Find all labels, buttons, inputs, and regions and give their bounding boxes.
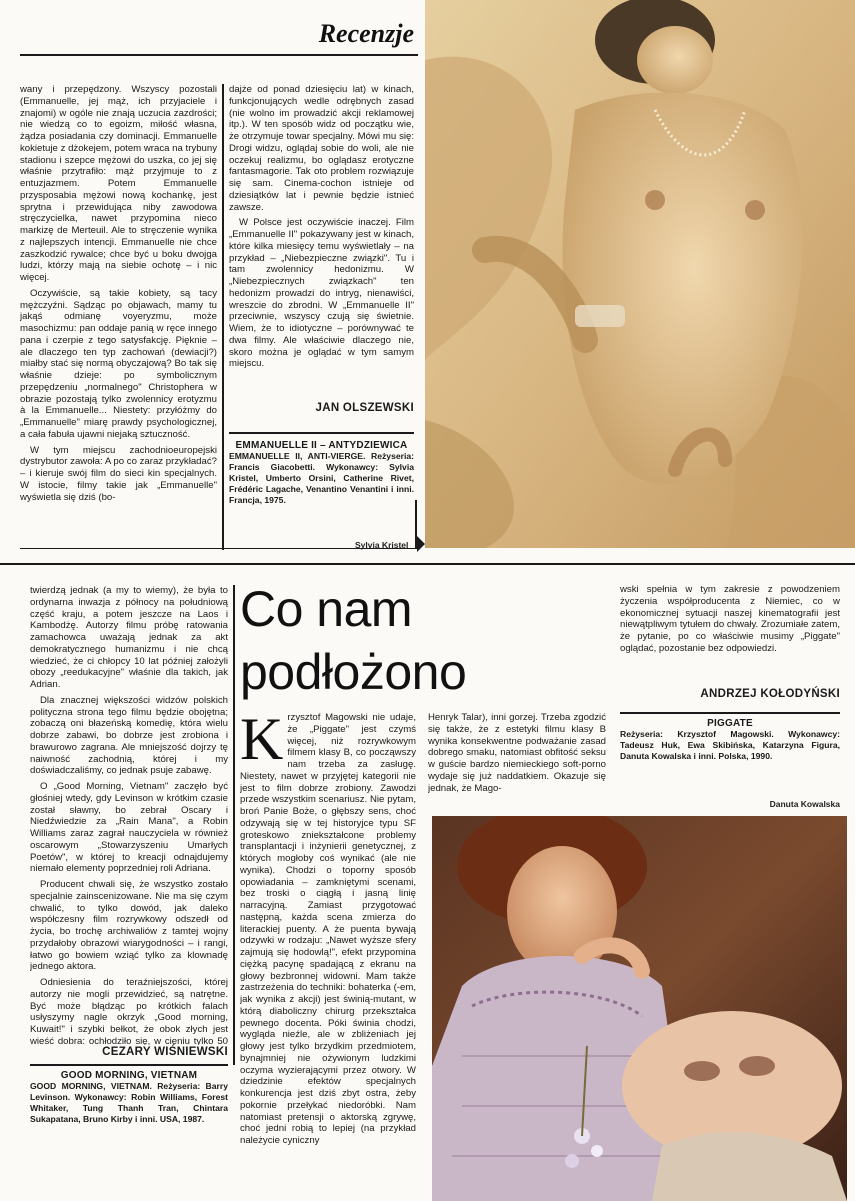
photo-danuta-kowalska-art — [432, 816, 847, 1201]
main-review-dropcap: K — [240, 712, 284, 772]
main-review-body-cont: Henryk Talar), inni gorzej. Trzeba zgodzić się także, że z estetyki filmu klasy B wynika konsekwentne podważanie zasad dobrego smaku, natomiast obfitość seksu w guście bardzo niemieckiego soft-porno wydaje się już naddatkiem. Okazuje się jednak, że Mago- — [428, 712, 606, 794]
top-review-paragraph: W tym miejscu zachodnioeuropejski dystrybutor zawoła: A po co zaraz przykładać? – i kieruje swój film do sieci kin specjalnych. W istocie, filmy takie jak „Emmanuelle" wyświetla się dziś (bo- — [20, 444, 217, 503]
top-review-paragraph: wany i przepędzony. Wszyscy pozostali (Emmanuelle, jej mąż, ich przyjaciele i znajomi) w ogóle nie znają uczucia zazdrości; nie wiedzą co to egoizm, miłość własna, żądza posiadania czy dominacji. Emmanuelle kokietuje z dżokejem, potem wraca na trybuny stadionu i szepce mężowi do uszka, co jej się właśnie przytrafiło: mąż przyjmuje to z entuzjazmem. Potem Emmanuelle przysposabia mężowi nową kochankę, jest sprytna i przewidująca niby zawodowa stręczycielka, nawet przypomina nieco markizę de Merteuil. Ale to stręczenie wynika z najlepszych intencji. Emmanuelle nie chce zaszkodzić rywalce; chce być u boku dwojga ludzi, którzy mają na siebie ochotę – i nic więcej. — [20, 84, 217, 283]
photo-caption-danuta: Danuta Kowalska — [769, 799, 840, 809]
left-review-paragraph: twierdzą jednak (a my to wiemy), że była to ordynarna inwazja z północy na południową część kraju, a potem jeszcze na Laos i Kambodżę. Autorzy filmu próbę ratowania zamachowca uważają jednak za akt demokratycznego humanizmu i nie chcą wiedzieć, że ci chłopcy 10 lat później założyli obozy „reedukacyjne" właśnie dla takich, jak Adrian. — [30, 585, 228, 690]
top-review-author: JAN OLSZEWSKI — [315, 402, 414, 414]
main-review-credits — [620, 718, 840, 762]
main-review-title — [240, 578, 470, 704]
left-credits-rule — [30, 1064, 228, 1066]
left-review-author: CEZARY WIŚNIEWSKI — [102, 1046, 228, 1058]
main-title-line-1: Co nam — [240, 581, 413, 637]
left-credits-title: GOOD MORNING, VIETNAM — [60, 1070, 198, 1081]
top-review-paragraph: W Polsce jest oczywiście inaczej. Film „Emmanuelle II" pokazywany jest w kinach, które kilka miesięcy temu wyświetlały – na przykład – „Niebezpieczne związki". Tu i tam zwolennicy hedonizmu. W „Niebezpiecznych związkach" ten hedonizm prowadzi do intryg, nienawiści, wreszcie do zbrodni. W „Emmanuelle II" przeciwnie, wszyscy czują się świetnie. Wiem, że to idiotyczne – porównywać te dwa filmy. Ale właściwie dlaczego nie, skoro można je oglądać w tym samym miejscu. — [229, 217, 414, 370]
left-review-paragraph: Producent chwali się, że wszystko zostało specjalnie zainscenizowane. Nie ma się czym chwalić, to tylko dowód, jak daleko współczesny film rozrywkowy odszedł od życia, bo trochę archiwaliów z tamtej wojny przydałoby obrazowi wiarygodności – i rangi, łatwo go bowiem wziąć tylko za klownadę jednego aktora. — [30, 879, 228, 973]
photo-sylvia-kristel-art — [425, 0, 855, 548]
main-review-column-3 — [620, 584, 840, 684]
top-review-credits — [229, 440, 414, 506]
left-column-rule — [233, 585, 235, 1065]
caption-marker — [417, 536, 425, 552]
photo-caption-sylvia: Sylvia Kristel — [355, 540, 409, 550]
section-header: Recenzje — [318, 19, 414, 48]
main-title-line-2: podłożono — [240, 644, 467, 700]
main-review-author: ANDRZEJ KOŁODYŃSKI — [700, 688, 840, 700]
left-review-paragraph: O „Good Morning, Vietnam" zaczęło być głośniej wtedy, gdy Levinson w krótkim czasie został sławny, bo zebrał Oscary i Niedźwiedzie za „Rain Mana", a Robin Williams zaraz zagrał nauczyciela w również oscarowym „Stowarzyszeniu Umarłych Poetów", w której to kreacji odnajdujemy niemało elementy poprzedniej roli Adriana. — [30, 781, 228, 875]
left-review-paragraph: Odniesienia do teraźniejszości, której autorzy nie mogli przewidzieć, są natrętne. Być może błądząc po krótkich falach usłyszymy nagle okrzyk „Good morning, Kuwait!" i szybki bełkot, że obok złych jest wieść dobra: ochłodziło się, w cieniu tylko 50 — [30, 977, 228, 1045]
top-column-rule-1 — [222, 84, 224, 550]
main-review-body-end: wski spełnia w tym zakresie z powodzeniem życzenia współproducenta z Niemiec, co w ekonomicznej sytuacji naszej kinematografii jest niewątpliwym tytułem do chwały. Zrozumiałe zatem, że pytanie, po co właściwie musimy „Piggate" oglądać, pozostanie bez odpowiedzi. — [620, 584, 840, 654]
top-review-column-2 — [229, 84, 414, 376]
top-column-rule-2 — [415, 500, 417, 548]
left-review-column — [30, 585, 228, 1045]
header-rule — [20, 54, 418, 56]
top-review-paragraph: Oczywiście, są takie kobiety, są tacy mężczyźni. Sądząc po objawach, mamy tu jakąś odmianę voyeryzmu, może masochizmu: pan oddaje panią w ręce innego pana i czerpie z tego satysfakcję. Pięknie – ale dlaczego ten typ zachowań (dewiacji?) miałby stać się normą obyczajową? Bo tak się właśnie dzieje: po symbolicznym przepędzeniu „normalnego" Christophera w obrazie pozostają tylko zwolennicy erotyzmu à la Emmanuelle... Niestety: przyłóżmy do „Emmanuelle" miarę prawdy psychologicznej, a cała fabuła ujawni niejaką sztuczność. — [20, 287, 217, 440]
top-credits-rule — [229, 432, 414, 434]
main-credits-title: PIGGATE — [707, 718, 753, 729]
top-review-column-1 — [20, 84, 217, 554]
photo-sylvia-kristel — [425, 0, 855, 548]
main-review-column-1 — [240, 712, 416, 1201]
top-credits-title: EMMANUELLE II – ANTYDZIEWICA — [235, 440, 408, 451]
main-review-column-2 — [428, 712, 606, 812]
section-divider — [0, 563, 855, 565]
photo-danuta-kowalska — [432, 816, 847, 1201]
main-review-body: rzysztof Magowski nie udaje, że „Piggate" jest czymś więcej, niż rozrywkowym filmem klasy B, co począwszy nam trzeba za zasługę. Niestety, nawet w przyjętej kategorii nie jest to film dobrze zrobiony. Zawodzi przede wszystkim scenariusz. Nie pytam, broń Panie Boże, o głębszy sens, choć odzywają się w tej historyjce typu SF groteskowo zniekształcone problemy transplantacji i inżynierii genetycznej, z których mogłoby coś wynikać (ale nie wynika). Chodzi o toporny sposób opowiadania – zamkniętymi scenami, bez troski o ciągłą i jasną linię narracyjną. Zamiast przygotować następną, każda scena zmierza do literackiej puenty. A że puenta bywają odzywki w rodzaju: „Nawet wyższe sfery zajmują się hodowlą!", efekt przypomina ciężką pacynę spadającą z ekranu na głowy bezbronnej widowni. Mam także zastrzeżenia do techniki: bohaterka (-em, jak wynika z akcji) jest świnią-mutant, w którą diaboliczny chirurg przekształca pewnego docenta. Póki świnia chodzi, wygląda nieźle, ale w zbliżeniach jej głowy jest tylko brzydkim przedmiotem, bynajmniej nie ożywionym ludzkimi oczyma wyzierającymi przez otwory. W dziedzinie efektów specjalnych konkurencja jest dziś zbyt ostra, żeby pokornie przełykać niedoróbki. Nam natomiast pretensji o aktorską zgrywę, choć jedni robią to lepiej (na przykład należycie cyniczny — [240, 712, 416, 1146]
top-credits-body: EMMANUELLE II, ANTI-VIERGE. Reżyseria: Francis Giacobetti. Wykonawcy: Sylvia Kristel, Umberto Orsini, Catherine Rivet, Frédéric Lagache, Venantino Venantini i inni. Francja, 1975. — [229, 451, 414, 505]
left-review-paragraph: Dla znacznej większości widzów polskich polityczna strona tego filmu będzie obojętna; zobaczą oni błazeńską komedię, która wielu dobrze zabawi, bo dobrze jest zrobiona i brawurowo zagrana. Ale mniejszość dojrzy tę naiwność zachodnią, której i my doświadczaliśmy, co jednak psuje zabawę. — [30, 694, 228, 777]
main-credits-body: Reżyseria: Krzysztof Magowski. Wykonawcy: Tadeusz Huk, Ewa Skibińska, Katarzyna Figura, Danuta Kowalska i inni. Polska, 1990. — [620, 729, 840, 761]
left-review-credits — [30, 1070, 228, 1125]
main-credits-rule — [620, 712, 840, 714]
top-review-paragraph: dajże od ponad dziesięciu lat) w kinach, funkcjonujących wedle odrębnych zasad (nie wolno im prowadzić akcji reklamowej itp.). W ten sposób widz od początku wie, że otrzymuje towar specjalny. Mówi mu się: Drogi widzu, oglądaj sobie do woli, ale nie oczekuj realizmu, bo oglądasz erotyczne fantasmagorie. Tak oto problem rozwiązuje się sam. Cinema-cochon istnieje od dziesiątków lat i pewnie będzie istnieć zawsze. — [229, 84, 414, 213]
left-credits-body: GOOD MORNING, VIETNAM. Reżyseria: Barry Levinson. Wykonawcy: Robin Williams, Forest Whitaker, Tung Thanh Tran, Chintara Sukapatana, Bruno Kirby i inni. USA, 1987. — [30, 1081, 228, 1124]
